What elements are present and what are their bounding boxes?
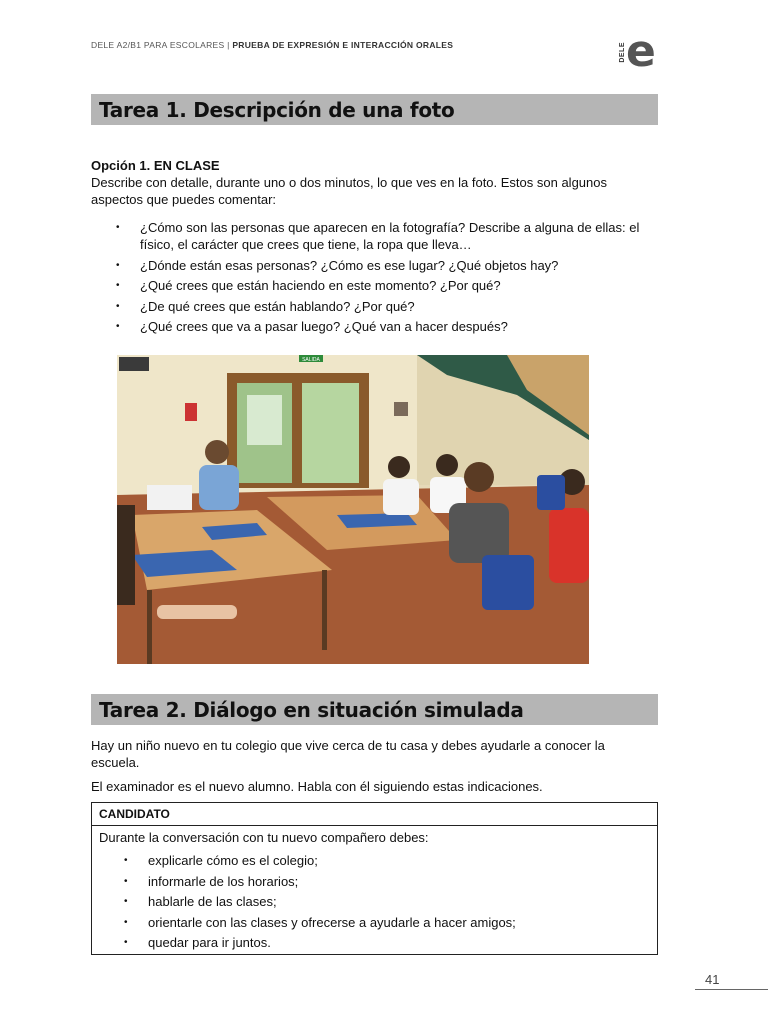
list-item: • ¿Qué crees que va a pasar luego? ¿Qué van a hacer después? <box>116 318 661 335</box>
tarea1-title: Tarea 1. Descripción de una foto <box>99 98 455 122</box>
list-item: • ¿Cómo son las personas que aparecen en la fotografía? Describe a alguna de ellas: el físico, el carácter que crees que tiene, la ropa que lleva… <box>116 219 661 253</box>
list-item: • quedar para ir juntos. <box>124 934 644 951</box>
header-series: DELE A2/B1 PARA ESCOLARES | <box>91 40 230 50</box>
candidate-box-intro: Durante la conversación con tu nuevo compañero debes: <box>99 830 429 845</box>
list-item: • ¿Qué crees que están haciendo en este momento? ¿Por qué? <box>116 277 661 294</box>
tarea1-intro: Describe con detalle, durante uno o dos minutos, lo que ves en la foto. Estos son algunos aspectos que puedes comentar: <box>91 175 607 207</box>
header-running-title <box>91 40 453 50</box>
exit-sign-text: SALIDA <box>302 357 320 363</box>
list-item: • informarle de los horarios; <box>124 873 644 890</box>
tarea1-heading-bar <box>91 94 658 125</box>
dele-logo <box>619 26 661 77</box>
list-item: • hablarle de las clases; <box>124 893 644 910</box>
tarea2-heading-bar <box>91 694 658 725</box>
candidate-box-title: CANDIDATO <box>92 803 657 826</box>
dele-logo-small-text: DELE <box>619 42 626 63</box>
tarea1-question-list <box>116 219 661 339</box>
list-item: • ¿Dónde están esas personas? ¿Cómo es ese lugar? ¿Qué objetos hay? <box>116 257 661 274</box>
list-item: • ¿De qué crees que están hablando? ¿Por qué? <box>116 298 661 315</box>
classroom-photo <box>117 355 589 664</box>
tarea2-title: Tarea 2. Diálogo en situación simulada <box>99 698 524 722</box>
tarea2-intro: Hay un niño nuevo en tu colegio que vive cerca de tu casa y debes ayudarle a conocer la escuela. <box>91 738 605 770</box>
candidate-task-list <box>124 852 644 955</box>
tarea2-instruction: El examinador es el nuevo alumno. Habla con él siguiendo estas indicaciones. <box>91 779 543 794</box>
tarea1-option-block <box>91 157 661 208</box>
list-item: • explicarle cómo es el colegio; <box>124 852 644 869</box>
page-number-rule <box>695 989 768 990</box>
option-title: Opción 1. EN CLASE <box>91 158 220 173</box>
dele-logo-letter: e <box>626 26 656 77</box>
list-item: • orientarle con las clases y ofrecerse a ayudarle a hacer amigos; <box>124 914 644 931</box>
page-number: 41 <box>705 972 720 987</box>
header-section: PRUEBA DE EXPRESIÓN E INTERACCIÓN ORALES <box>232 40 454 50</box>
